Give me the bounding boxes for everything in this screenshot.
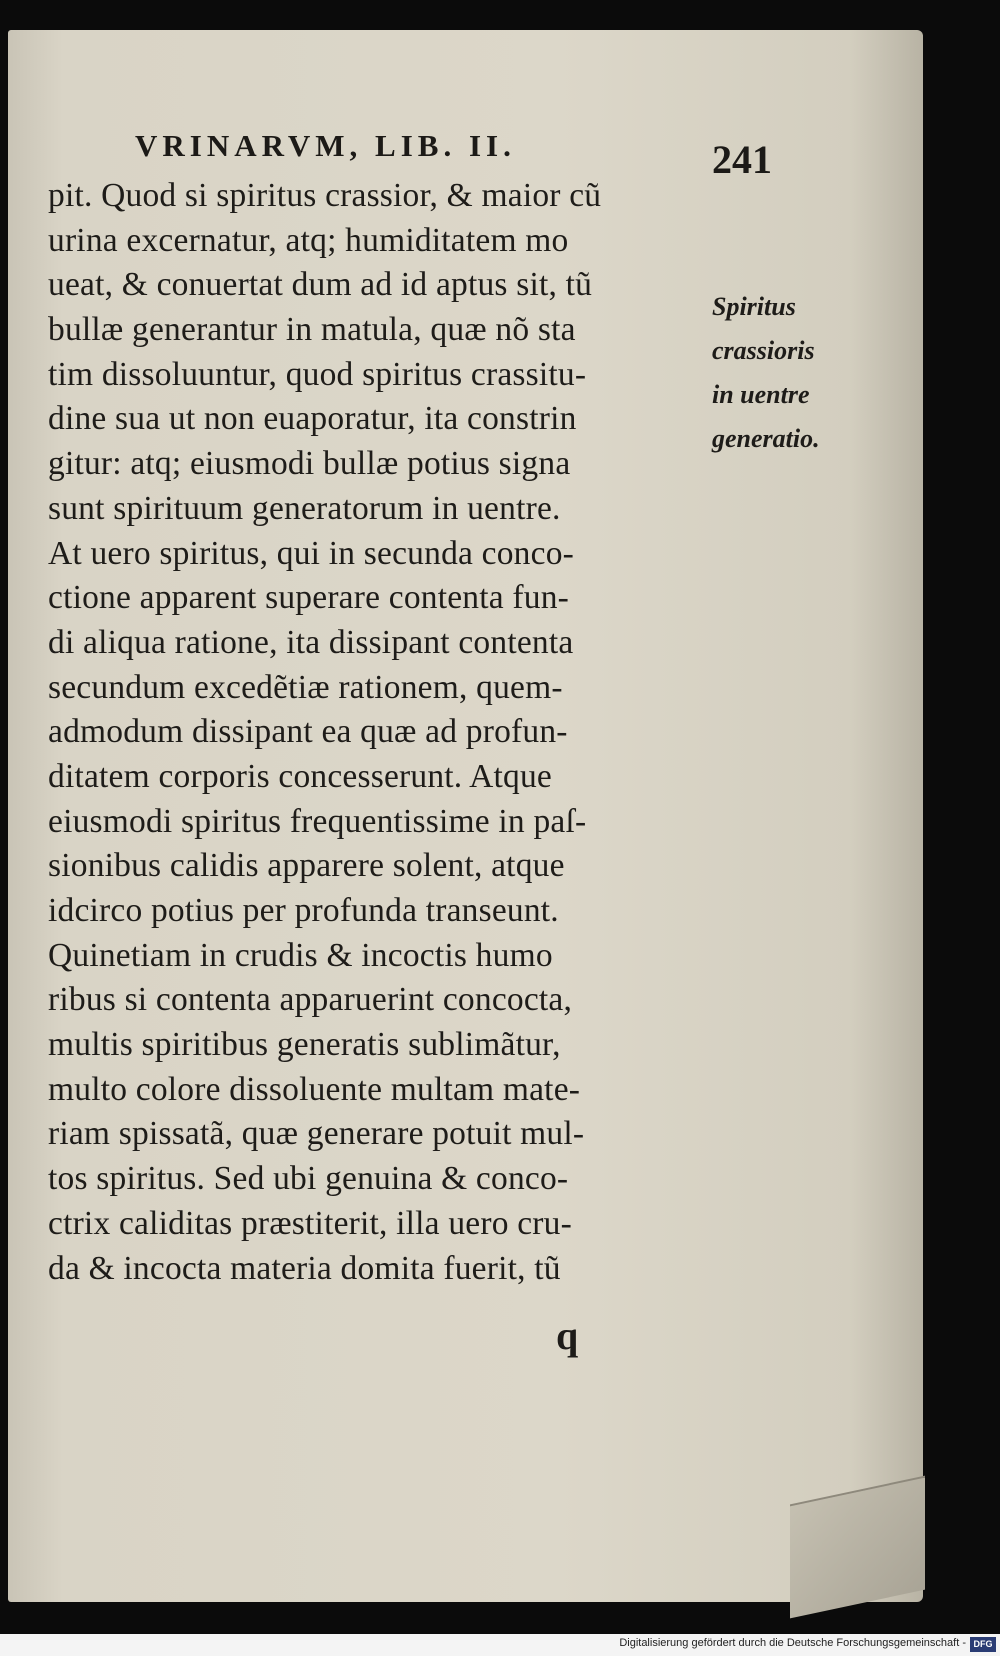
text-line: idcirco potius per profunda transeunt. (48, 892, 559, 929)
marginal-note-line: in uentre (712, 380, 810, 409)
dfg-logo: DFG (970, 1637, 996, 1652)
text-line: bullæ generantur in matula, quæ nõ sta (48, 311, 576, 349)
text-line: di aliqua ratione, ita dissipant contenta (48, 623, 574, 661)
signature-mark: q (556, 1313, 579, 1358)
text-line: ribus si contenta apparuerint concocta, (48, 981, 573, 1019)
marginal-note-line: crassioris (712, 336, 815, 365)
text-line: At uero spiritus, qui in secunda conco- (48, 534, 575, 572)
text-line: eiusmodi spiritus frequentissime in paſ- (48, 802, 587, 840)
text-line: multis spiritibus generatis sublimãtur, (48, 1026, 561, 1064)
text-line: ueat, & conuertat dum ad id aptus sit, tũ (48, 266, 593, 304)
text-line: da & incocta materia domita fuerit, tũ (48, 1249, 561, 1287)
text-line: pit. Quod si spiritus crassior, & maior cũ (48, 177, 602, 214)
text-line: sunt spirituum generatorum in uentre. (48, 489, 561, 527)
text-line: ditatem corporis concesserunt. Atque (48, 757, 552, 795)
footer-bar (0, 1634, 1000, 1656)
marginal-note (712, 285, 820, 461)
page-number: 241 (712, 137, 772, 182)
text-line: secundum excedẽtiæ rationem, quem- (48, 668, 563, 706)
text-line: admodum dissipant ea quæ ad profun- (48, 713, 568, 751)
text-line: tim dissoluuntur, quod spiritus crassitu- (48, 355, 587, 393)
text-line: gitur: atq; eiusmodi bullæ potius signa (48, 445, 571, 483)
running-head: VRINARVM, LIB. II. (135, 128, 516, 163)
text-line: multo colore dissoluente multam mate- (48, 1070, 581, 1108)
marginal-note-line: generatio. (712, 424, 820, 453)
text-line: urina excernatur, atq; humiditatem mo (48, 221, 569, 259)
marginal-note-line: Spiritus (712, 292, 796, 321)
text-line: dine sua ut non euaporatur, ita constrin (48, 400, 577, 438)
footer-credit: Digitalisierung gefördert durch die Deutsche Forschungsgemeinschaft - (619, 1637, 966, 1649)
body-text (48, 174, 713, 1291)
text-line: tos spiritus. Sed ubi genuina & conco- (48, 1160, 569, 1198)
text-line: riam spissatã, quæ generare potuit mul- (48, 1115, 585, 1153)
text-line: ctrix caliditas præstiterit, illa uero cru- (48, 1204, 572, 1242)
text-line: Quinetiam in crudis & incoctis humo (48, 936, 553, 974)
text-line: ctione apparent superare contenta fun- (48, 579, 570, 617)
text-line: sionibus calidis apparere solent, atque (48, 847, 565, 885)
